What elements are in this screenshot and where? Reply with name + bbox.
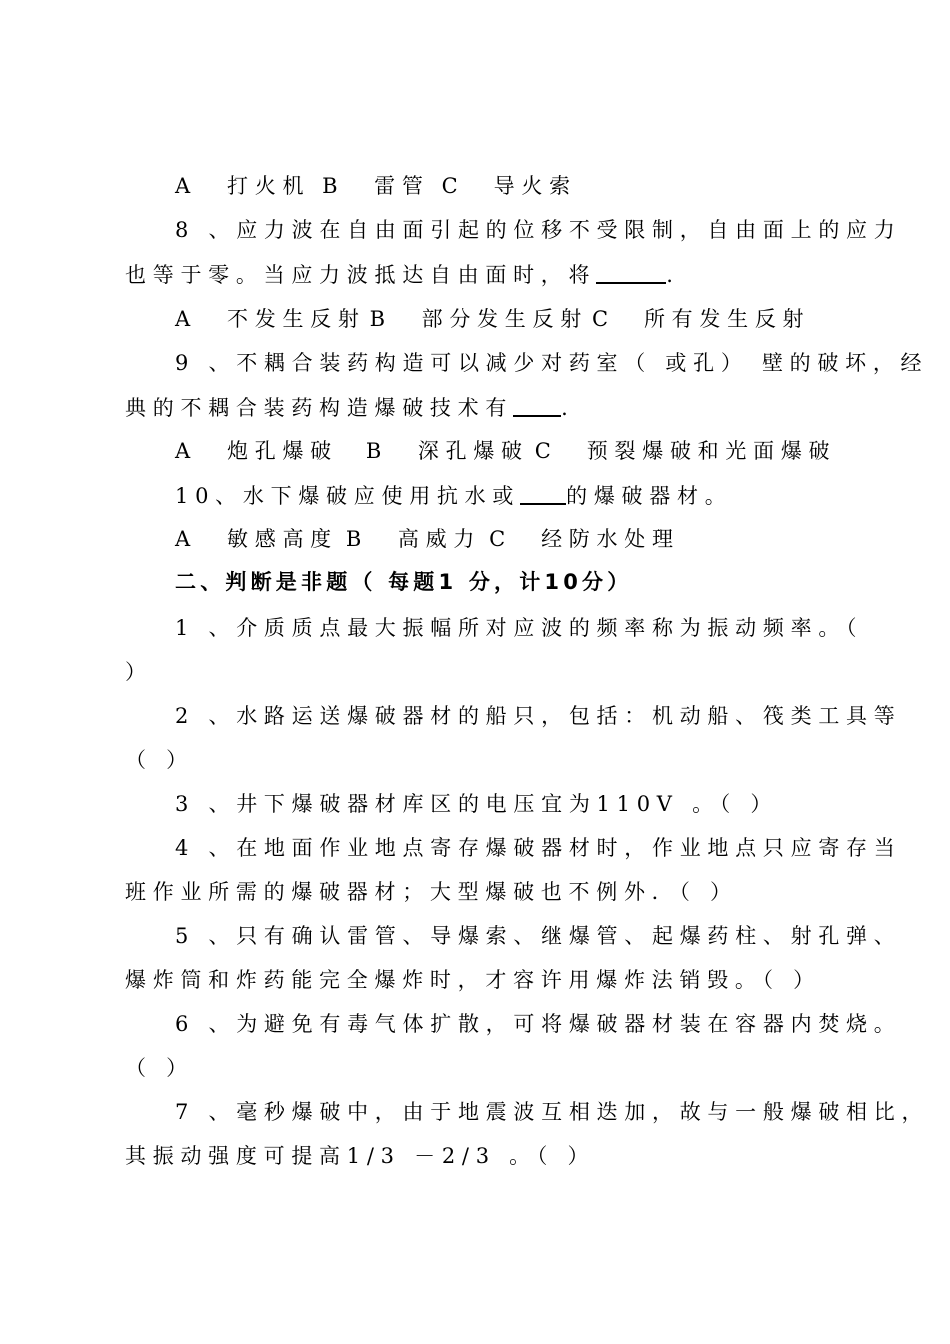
option-b-text: 部分发生反射	[421, 307, 588, 331]
tf-q4-line1: 4 、在地面作业地点寄存爆破器材时，作业地点只应寄存当	[175, 836, 902, 860]
option-b-letter: B	[369, 307, 386, 331]
q10-line	[175, 481, 732, 510]
tf-q7-line2: 其振动强度可提高1/3 －2/3 。（ ）	[125, 1144, 596, 1168]
tf-q5-line2: 爆炸筒和炸药能完全爆炸时，才容许用爆炸法销毁。（ ）	[125, 968, 821, 992]
answer-blank	[520, 481, 566, 505]
option-b-text: 高威力	[397, 527, 482, 551]
option-b-letter: B	[345, 527, 362, 551]
tf-q7-line1: 7 、毫秒爆破中，由于地震波互相迭加，故与一般爆破相比，	[175, 1100, 930, 1124]
q8-line2: 也等于零。当应力波抵达自由面时，将 .	[125, 260, 680, 289]
answer-blank	[596, 260, 666, 284]
option-b-letter: B	[322, 174, 338, 198]
option-a-text: 打火机	[227, 174, 311, 198]
option-c-letter: C	[489, 527, 506, 551]
tf-q6-line1: 6 、为避免有毒气体扩散，可将爆破器材装在容器内焚烧。	[175, 1012, 902, 1036]
tf-q4-line2: 班作业所需的爆破器材；大型爆破也不例外．（ ）	[125, 880, 738, 904]
option-a-text: 不发生反射	[227, 307, 366, 331]
q9-line2: 典的不耦合装药构造爆破技术有 .	[125, 393, 575, 422]
q7-options	[175, 172, 577, 200]
option-a-letter: A	[175, 174, 191, 198]
q8-text: 也等于零。当应力波抵达自由面时，将	[125, 263, 597, 287]
tf-q2-line1: 2 、水路运送爆破器材的船只，包括：机动船、筏类工具等	[175, 704, 902, 728]
option-c-letter: C	[534, 439, 551, 463]
option-c-text: 导火索	[493, 174, 577, 198]
option-a-text: 敏感高度	[227, 527, 338, 551]
tf-q6-line2: （ ）	[125, 1056, 194, 1080]
option-a-letter: A	[175, 307, 191, 331]
q10-text-post: 的爆破器材。	[566, 484, 733, 508]
q8-options	[175, 305, 810, 333]
q9-options	[175, 437, 836, 465]
q9-line1: 9 、不耦合装药构造可以减少对药室（ 或孔） 壁的破坏，经	[175, 351, 929, 375]
option-a-letter: A	[175, 527, 191, 551]
option-c-text: 所有发生反射	[643, 307, 811, 331]
option-b-letter: B	[365, 439, 382, 463]
option-c-text: 预裂爆破和光面爆破	[586, 439, 837, 463]
q10-options	[175, 525, 680, 553]
option-b-text: 深孔爆破	[417, 439, 529, 463]
tf-q3: 3 、井下爆破器材库区的电压宜为110V 。（ ）	[175, 792, 779, 816]
option-c-letter: C	[591, 307, 609, 331]
section-heading: 二、判断是非题（ 每题1 分，计10分）	[175, 570, 633, 594]
option-a-text: 炮孔爆破	[227, 439, 338, 463]
option-c-letter: C	[441, 174, 458, 198]
option-c-text: 经防水处理	[541, 527, 680, 551]
tf-q5-line1: 5 、只有确认雷管、导爆索、继爆管、起爆药柱、射孔弹、	[175, 924, 902, 948]
option-b-text: 雷管	[374, 174, 430, 198]
q8-line1: 8 、应力波在自由面引起的位移不受限制，自由面上的应力	[175, 218, 902, 242]
option-a-letter: A	[175, 439, 191, 463]
answer-blank	[513, 393, 561, 417]
tf-q2-line2: （ ）	[125, 748, 194, 772]
q9-text: 典的不耦合装药构造爆破技术有	[125, 396, 514, 420]
q10-text-pre: 10、水下爆破应使用抗水或	[175, 484, 521, 508]
tf-q1-line2: ）	[125, 660, 153, 684]
tf-q1-line1: 1 、介质质点最大振幅所对应波的频率称为振动频率。（	[175, 616, 864, 640]
